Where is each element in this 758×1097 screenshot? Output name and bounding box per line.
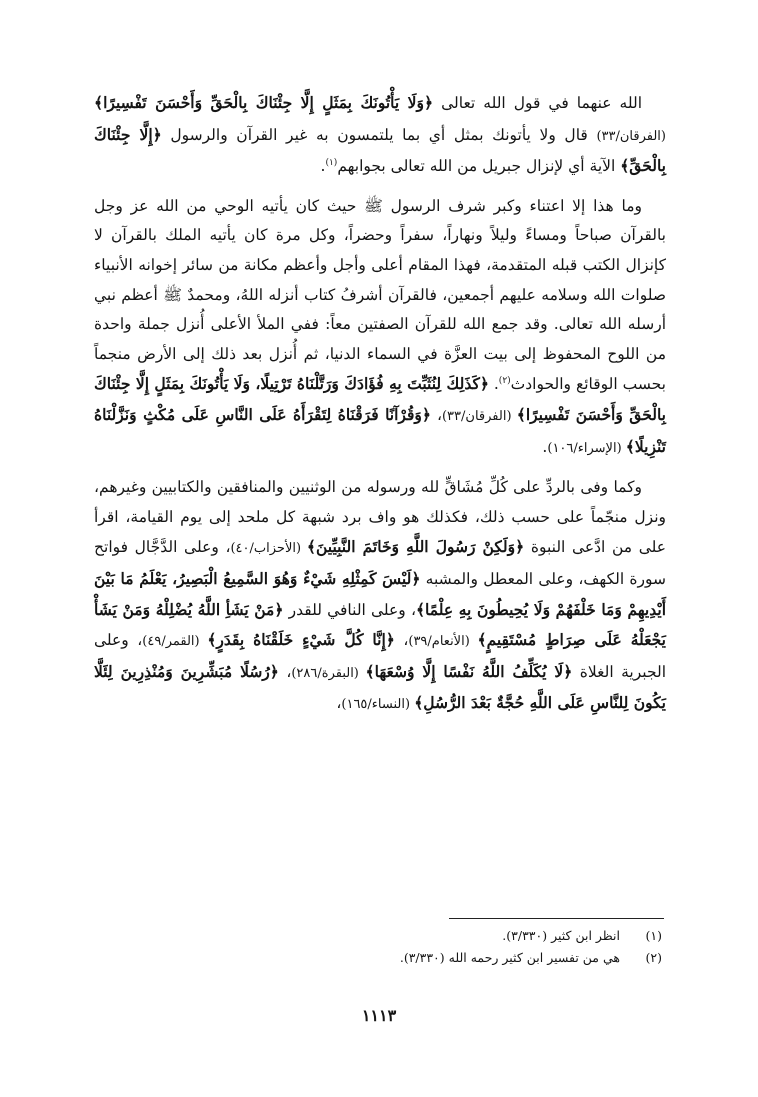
text-run: . xyxy=(320,157,326,176)
text-run: وكما وفى بالردِّ على كُلِّ مُشَاقٍّ لله ورسوله من الوثنيين والمنافقين والكتابيين وغيرهم، ونزل منجّماً على حسب ذلك، فكذلك هو واف برد شبهة كل ملحد إلى يوم القيامة، اقرأ على من ادَّعى النبوة xyxy=(94,478,667,557)
text-run: وما هذا إلا اعتناء وكبر شرف الرسول ﷺ حيث كان يأتيه الوحي من الله عز وجل بالقرآن صباحاً ومساءً وليلاً ونهاراً، سفراً وحضراً، وكل مرة كان يأتيه الملك بالقرآن لا كإنزال الكتب قبله المتقدمة، فهذا المقام أعلى وأجل وأعظم مكانة من سائر إخوانه الأنبياء صلوات الله وسلامه عليهم أجمعين، فالقرآن أشرفُ كتاب أنزله اللهُ، ومحمدٌ ﷺ أعظم نبي أرسله الله تعالى. وقد جمع الله للقرآن الصفتين معاً: ففي الملأ الأعلى أُنزل جملة واحدة من اللوح المحفوظ إلى بيت العزَّة في السماء الدنيا، ثم أُنزل بعد ذلك إلى الأرض منجماً بحسب الوقائع والحوادث xyxy=(94,196,666,394)
text-run: . xyxy=(488,375,499,394)
verse-reference: (البقرة/٢٨٦) xyxy=(291,665,366,681)
paragraph xyxy=(94,88,666,182)
footnote-marker: (٢) xyxy=(498,376,511,387)
quran-verse: ﴿لَيْسَ كَمِثْلِهِ شَيْءٌ وَهُوَ السَّمِيعُ الْبَصِيرُ، يَعْلَمُ مَا بَيْنَ أَيْدِيهِمْ وَمَا خَلْفَهُمْ وَلَا يُحِيطُونَ بِهِ عِلْمًا﴾ xyxy=(94,568,666,619)
quran-verse: ﴿إِلَّا جِئْنَاكَ بِالْحَقِّ﴾ xyxy=(94,124,666,176)
quran-verse: ﴿وَلَكِنْ رَسُولَ اللَّهِ وَخَاتَمَ النَّبِيِّينَ﴾ xyxy=(306,537,525,557)
text-run: ، وعلى الدَّجَّال فواتح سورة الكهف، وعلى المعطل والمشبه xyxy=(94,538,666,588)
text-run: ، xyxy=(394,631,409,650)
quran-verse: ﴿مَنْ يَشَأِ اللَّهُ يُضْلِلْهُ وَمَنْ يَشَأْ يَجْعَلْهُ عَلَى صِرَاطٍ مُسْتَقِيمٍ﴾ xyxy=(94,599,666,650)
paragraph xyxy=(94,473,666,720)
quran-verse: ﴿لَا يُكَلِّفُ اللَّهُ نَفْسًا إِلَّا وُسْعَهَا﴾ xyxy=(365,661,573,681)
verse-reference: (القمر/٤٩) xyxy=(142,634,208,650)
text-run: قال ولا يأتونك بمثل أي بما يلتمسون به غير القرآن والرسول xyxy=(161,125,597,144)
text-run: . xyxy=(542,437,548,456)
quran-verse: ﴿كَذَلِكَ لِنُثَبِّتَ بِهِ فُؤَادَكَ وَرَتَّلْنَاهُ تَرْتِيلًا، وَلَا يَأْتُونَكَ بِمَثَلٍ إِلَّا جِئْنَاكَ بِالْحَقِّ وَأَحْسَنَ تَفْسِيرًا﴾ xyxy=(94,374,666,424)
footnote-number: (٢) xyxy=(645,950,662,965)
footnote-marker: (١) xyxy=(325,158,338,169)
footnote-text: هي من تفسير ابن كثير رحمه الله (٣/٣٣٠). xyxy=(399,950,620,965)
verse-reference: (الفرقان/٣٣) xyxy=(596,128,666,144)
footnotes xyxy=(102,925,662,969)
paragraph xyxy=(94,192,666,463)
footnote-1 xyxy=(102,925,662,947)
footnote-text: انظر ابن كثير (٣/٣٣٠). xyxy=(502,928,620,943)
main-text xyxy=(94,88,666,720)
quran-verse: ﴿وَقُرْآنًا فَرَقْنَاهُ لِتَقْرَأَهُ عَلَى النَّاسِ عَلَى مُكْثٍ وَنَزَّلْنَاهُ تَنْزِيلًا﴾ xyxy=(94,404,666,456)
verse-reference: (الأحزاب/٤٠) xyxy=(230,541,307,557)
footnote-separator xyxy=(449,918,664,919)
text-run: الآية أي لإنزال جبريل من الله تعالى بجوابهم xyxy=(337,157,621,176)
text-run: ، وعلى الجبرية الغلاة xyxy=(94,631,667,681)
text-run: الله عنهما في قول الله تعالى xyxy=(433,94,643,112)
quran-verse: ﴿إِنَّا كُلَّ شَيْءٍ خَلَقْنَاهُ بِقَدَرٍ﴾ xyxy=(207,630,395,650)
footnote-number: (١) xyxy=(645,928,662,943)
verse-reference: (الفرقان/٣٣) xyxy=(441,408,517,424)
text-run: ، xyxy=(336,694,342,713)
text-run: ، وعلى النافي للقدر xyxy=(283,600,416,619)
verse-reference: (النساء/١٦٥) xyxy=(341,697,415,713)
footnote-2 xyxy=(102,947,662,969)
verse-reference: (الأنعام/٣٩) xyxy=(408,634,478,650)
verse-reference: (الإسراء/١٠٦) xyxy=(547,440,626,456)
page-number: ١١١٣ xyxy=(361,1006,397,1025)
text-run: ، xyxy=(278,662,292,681)
text-run: ، xyxy=(430,405,442,424)
quran-verse: ﴿وَلَا يَأْتُونَكَ بِمَثَلٍ إِلَّا جِئْنَاكَ بِالْحَقِّ وَأَحْسَنَ تَفْسِيرًا﴾ xyxy=(94,93,434,112)
quran-verse: ﴿رُسُلًا مُبَشِّرِينَ وَمُنْذِرِينَ لِئَلَّا يَكُونَ لِلنَّاسِ عَلَى اللَّهِ حُجَّةٌ بَعْدَ الرُّسُلِ﴾ xyxy=(94,661,666,713)
